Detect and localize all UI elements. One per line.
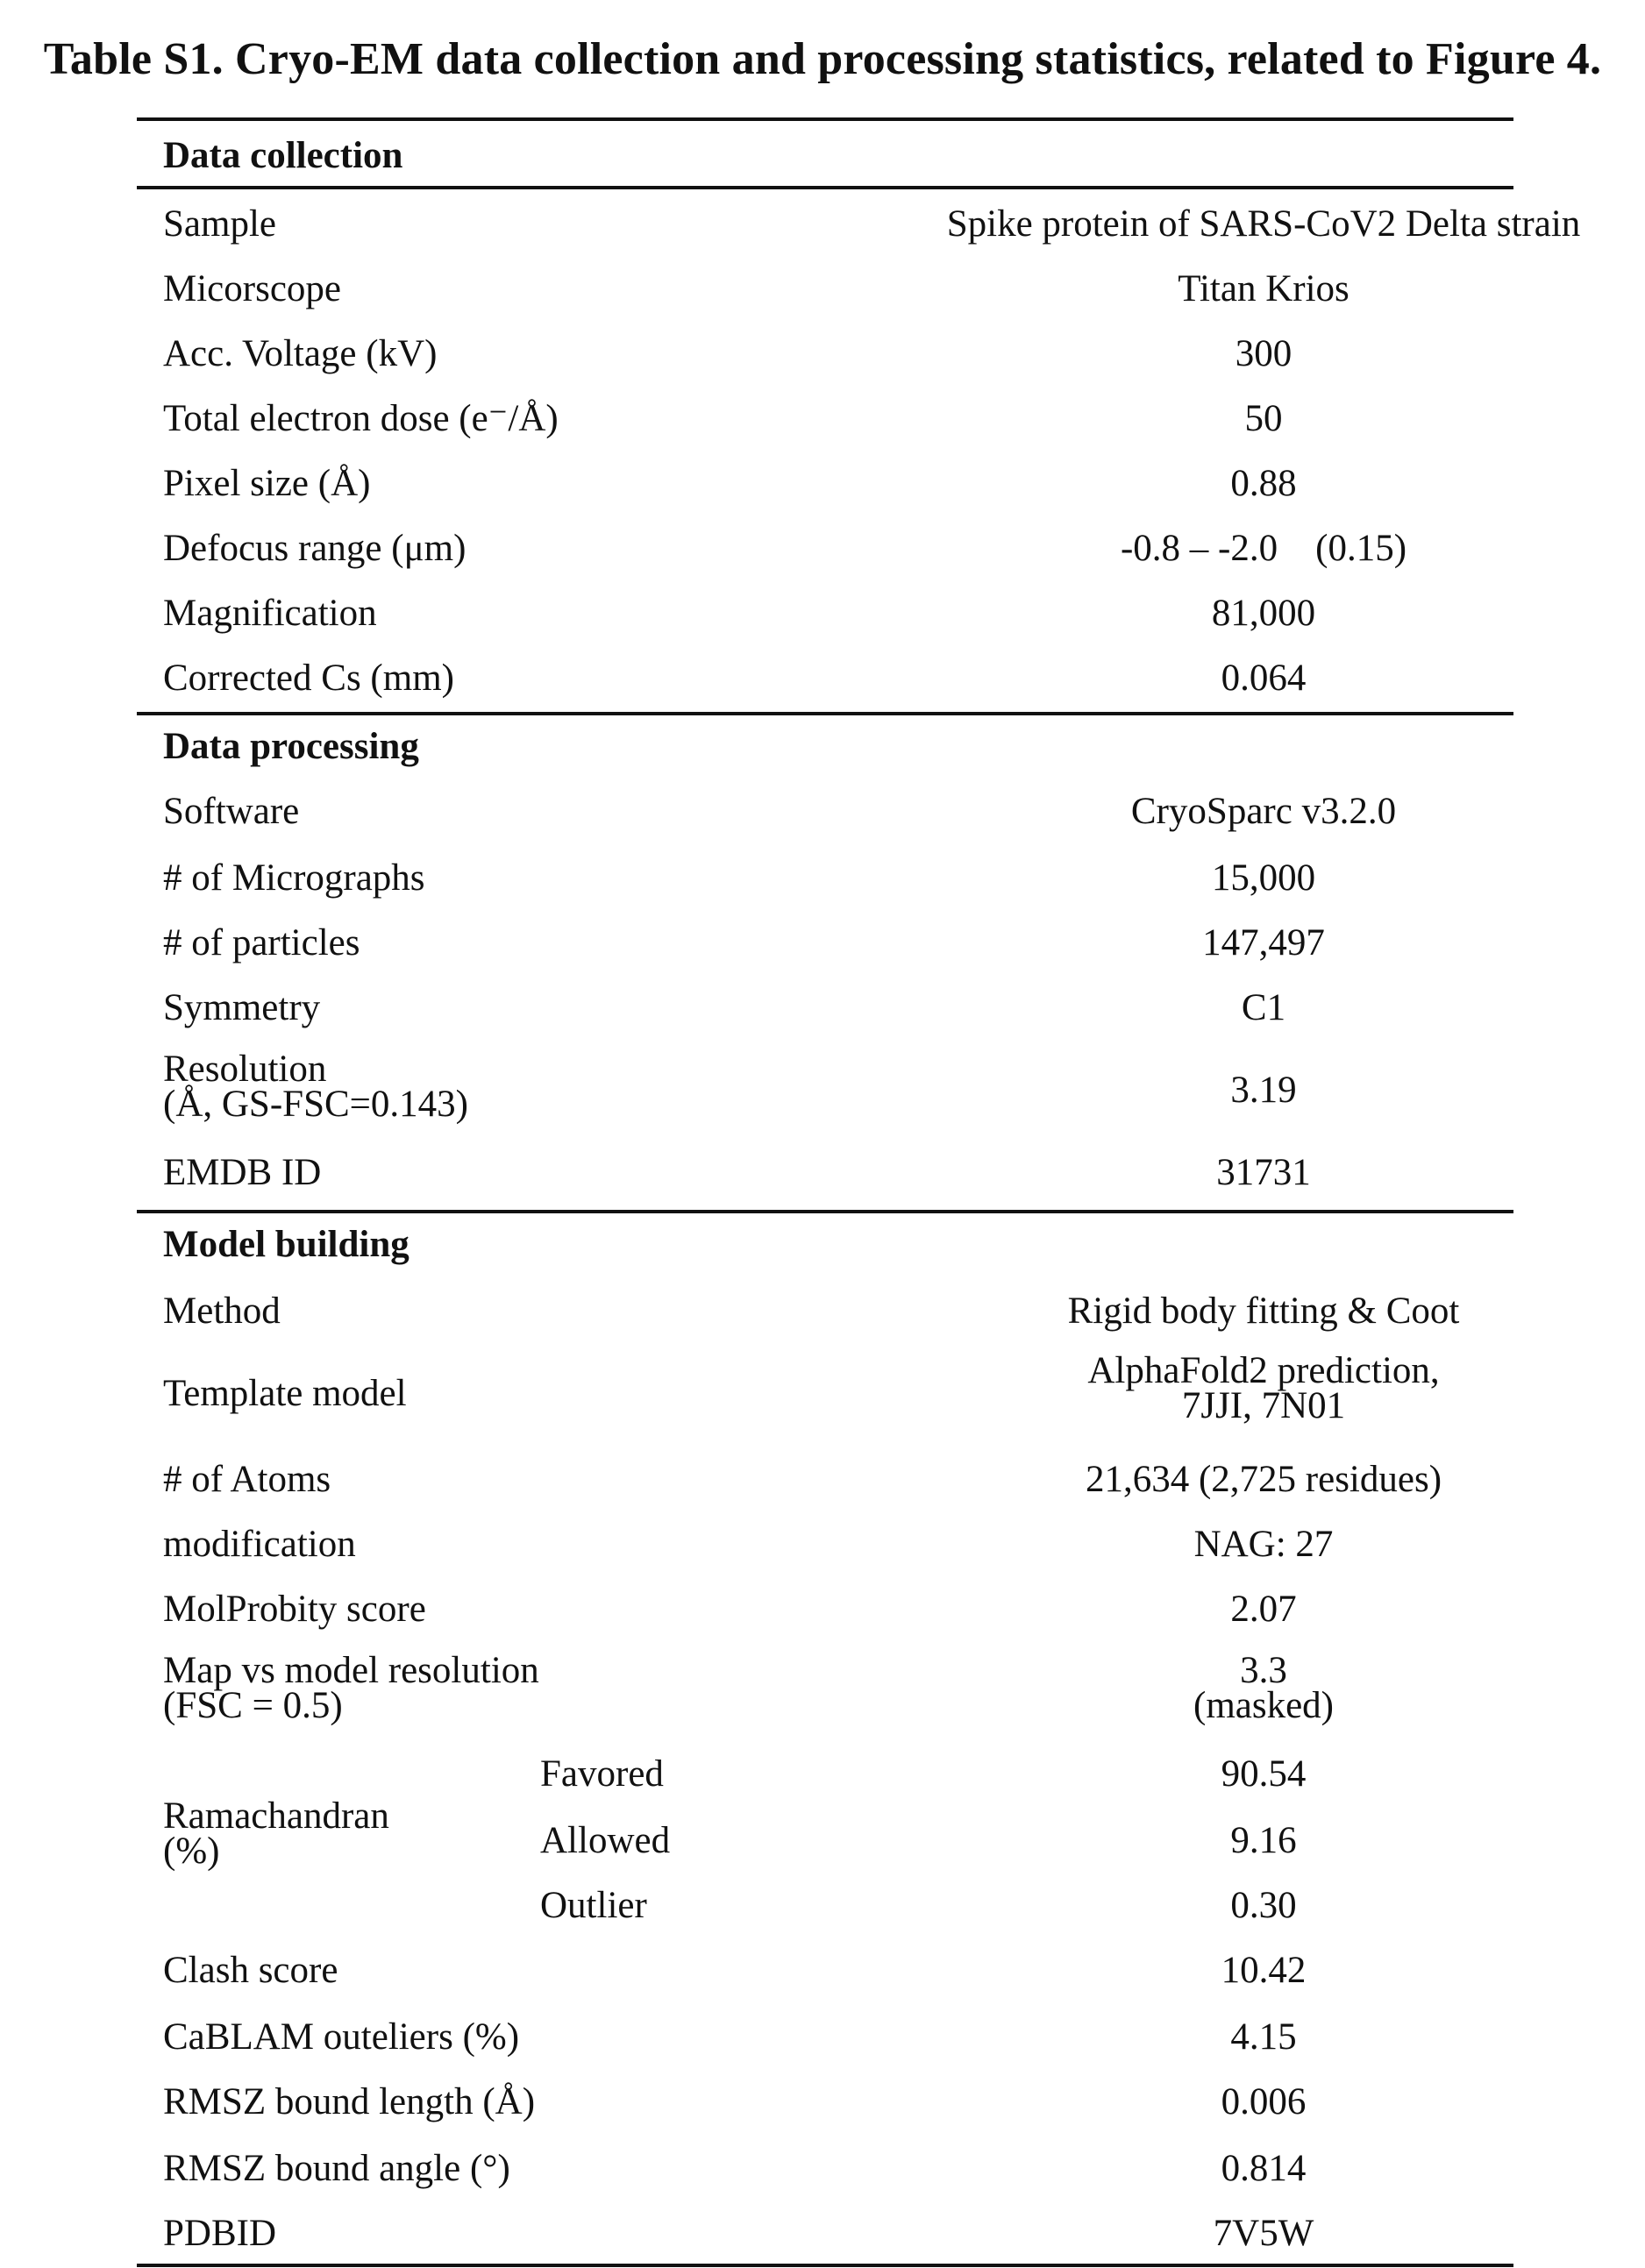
- row-value-resolution: 3.19: [1230, 1070, 1297, 1111]
- table-caption: Table S1. Cryo-EM data collection and processing statistics, related to Figure 4.: [43, 34, 1602, 84]
- row-label-resolution-detail: (Å, GS-FSC=0.143): [163, 1084, 468, 1125]
- row-label-microscope: Micorscope: [163, 268, 341, 309]
- row-sublabel-allowed: Allowed: [540, 1820, 671, 1861]
- row-label-magnification: Magnification: [163, 593, 377, 634]
- row-label-pixel-size: Pixel size (Å): [163, 463, 371, 504]
- row-value-cablam: 4.15: [1230, 2016, 1297, 2058]
- row-value-corrected-cs: 0.064: [1221, 658, 1307, 699]
- rule-bottom: [137, 2264, 1513, 2267]
- row-value-template-model: AlphaFold2 prediction,: [1087, 1350, 1440, 1391]
- rule-model-building: [137, 1210, 1513, 1213]
- row-label-cablam: CaBLAM outeliers (%): [163, 2016, 520, 2058]
- rule-data-processing: [137, 712, 1513, 715]
- rule-top: [137, 117, 1513, 121]
- section-title-model-building: Model building: [163, 1224, 409, 1265]
- row-label-molprobity: MolProbity score: [163, 1589, 426, 1630]
- row-label-emdb-id: EMDB ID: [163, 1152, 322, 1193]
- row-value-electron-dose: 50: [1244, 398, 1283, 439]
- row-value-sample: Spike protein of SARS-CoV2 Delta strain: [946, 203, 1581, 245]
- row-value-modification: NAG: 27: [1193, 1524, 1334, 1565]
- row-label-rmsz-length: RMSZ bound length (Å): [163, 2081, 536, 2122]
- row-value-clash-score: 10.42: [1221, 1950, 1307, 1991]
- row-value-software: CryoSparc v3.2.0: [1130, 791, 1397, 832]
- row-label-resolution: Resolution: [163, 1049, 327, 1090]
- row-label-micrographs: # of Micrographs: [163, 857, 425, 899]
- row-value-magnification: 81,000: [1211, 593, 1316, 634]
- row-value-outlier: 0.30: [1230, 1885, 1297, 1926]
- row-value-method: Rigid body fitting & Coot: [1067, 1290, 1460, 1332]
- row-label-ramachandran: Ramachandran: [163, 1795, 389, 1837]
- row-label-symmetry: Symmetry: [163, 987, 321, 1028]
- row-sublabel-favored: Favored: [540, 1753, 664, 1795]
- row-label-method: Method: [163, 1290, 281, 1332]
- row-value-allowed: 9.16: [1230, 1820, 1297, 1861]
- row-value-pixel-size: 0.88: [1230, 463, 1297, 504]
- row-label-rmsz-angle: RMSZ bound angle (°): [163, 2148, 510, 2189]
- row-value-favored: 90.54: [1221, 1753, 1307, 1795]
- row-value-molprobity: 2.07: [1230, 1589, 1297, 1630]
- row-value-atoms: 21,634 (2,725 residues): [1085, 1459, 1442, 1500]
- row-value-rmsz-length: 0.006: [1221, 2081, 1307, 2122]
- row-label-ramachandran-unit: (%): [163, 1831, 220, 1872]
- row-value-particles: 147,497: [1202, 922, 1325, 963]
- row-value-rmsz-angle: 0.814: [1221, 2148, 1307, 2189]
- row-label-atoms: # of Atoms: [163, 1459, 331, 1500]
- row-label-defocus-range: Defocus range (μm): [163, 528, 466, 569]
- row-label-software: Software: [163, 791, 300, 832]
- row-value-symmetry: C1: [1241, 987, 1286, 1028]
- row-value-emdb-id: 31731: [1216, 1152, 1311, 1193]
- row-value-pdbid: 7V5W: [1213, 2213, 1314, 2254]
- row-value-template-model-line2: 7JJI, 7N01: [1181, 1385, 1346, 1426]
- row-value-defocus-range: -0.8 – -2.0 (0.15): [1120, 528, 1407, 569]
- row-value-map-vs-model-detail: (masked): [1193, 1685, 1334, 1726]
- row-label-sample: Sample: [163, 203, 276, 245]
- rule-data-collection: [137, 186, 1513, 189]
- row-label-modification: modification: [163, 1524, 356, 1565]
- row-label-clash-score: Clash score: [163, 1950, 338, 1991]
- row-sublabel-outlier: Outlier: [540, 1885, 647, 1926]
- row-value-map-vs-model: 3.3: [1240, 1650, 1287, 1691]
- row-label-corrected-cs: Corrected Cs (mm): [163, 658, 454, 699]
- row-value-micrographs: 15,000: [1211, 857, 1316, 899]
- row-label-particles: # of particles: [163, 922, 360, 963]
- row-value-microscope: Titan Krios: [1178, 268, 1349, 309]
- row-label-map-vs-model-detail: (FSC = 0.5): [163, 1685, 343, 1726]
- row-label-map-vs-model: Map vs model resolution: [163, 1650, 539, 1691]
- section-title-data-collection: Data collection: [163, 135, 403, 176]
- row-label-template-model: Template model: [163, 1373, 407, 1414]
- row-label-pdbid: PDBID: [163, 2213, 277, 2254]
- section-title-data-processing: Data processing: [163, 726, 419, 767]
- row-label-acc-voltage: Acc. Voltage (kV): [163, 333, 438, 374]
- row-value-acc-voltage: 300: [1235, 333, 1292, 374]
- row-label-electron-dose: Total electron dose (e⁻/Å): [163, 398, 559, 439]
